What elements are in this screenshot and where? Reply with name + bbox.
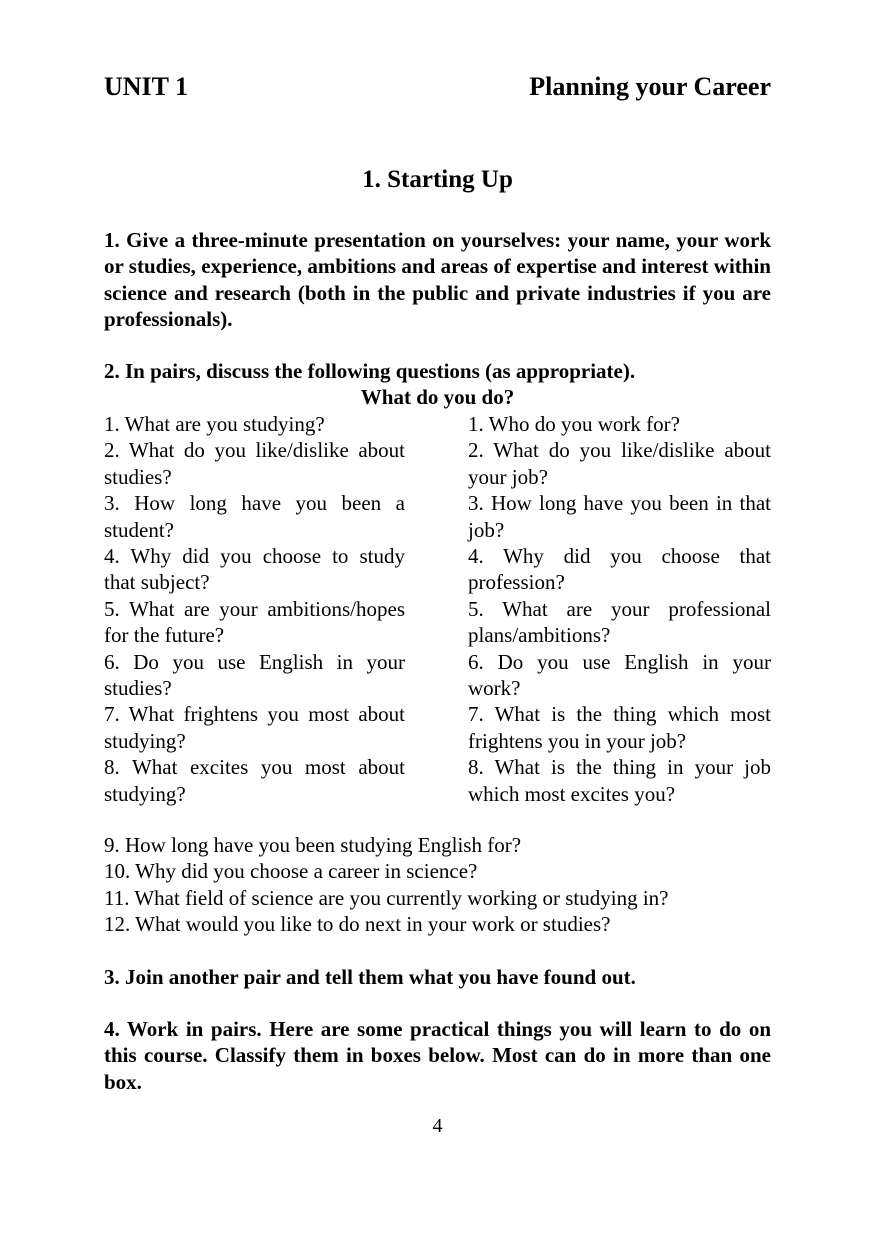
professional-question: 1. Who do you work for? [468,412,680,436]
professional-questions-column [468,411,771,807]
professional-question: 5. What are your professional plans/ambitions? [468,596,771,648]
student-question: 2. What do you like/dislike about studies? [104,438,405,489]
common-questions-list [104,832,771,938]
student-question: 7. What frightens you most about studying? [104,702,405,753]
student-questions-column [104,411,405,807]
task-3-instruction: 3. Join another pair and tell them what you have found out. [104,965,636,989]
professional-question: 7. What is the thing which most frightens you in your job? [468,702,771,753]
student-question: 6. Do you use English in your studies? [104,649,405,701]
common-question: 12. What would you like to do next in your work or studies? [104,912,611,937]
professional-question: 8. What is the thing in your job which most excites you? [468,755,771,806]
student-question: 1. What are you studying? [104,412,325,436]
common-question: 10. Why did you choose a career in science? [104,859,478,884]
document-page [104,0,771,1240]
unit-label: UNIT 1 [104,72,189,101]
professional-question: 6. Do you use English in your work? [468,649,771,701]
page-header [104,71,771,103]
task-1-instruction: 1. Give a three-minute presentation on yourselves: your name, your work or studies, experience, ambitions and areas of expertise and interest within science and research (both in the public and private industries if you are professionals). [104,228,771,332]
unit-title: Planning your Career [529,72,771,101]
professional-question: 2. What do you like/dislike about your job? [468,438,771,489]
student-question: 3. How long have you been a student? [104,491,405,542]
student-question: 5. What are your ambitions/hopes for the future? [104,596,405,648]
common-question: 11. What field of science are you currently working or studying in? [104,885,669,910]
student-question: 8. What excites you most about studying? [104,755,405,806]
task-2-instruction: 2. In pairs, discuss the following questions (as appropriate). [104,359,636,383]
student-question: 4. Why did you choose to study that subject? [104,544,405,595]
professional-question: 3. How long have you been in that job? [468,491,771,542]
common-question: 9. How long have you been studying English for? [104,833,522,857]
page-number: 4 [432,1115,443,1137]
task-4-instruction: 4. Work in pairs. Here are some practical things you will learn to do on this course. Classify them in boxes below. Most can do in more than one box. [104,1017,771,1094]
professional-question: 4. Why did you choose that profession? [468,544,771,595]
questions-heading: What do you do? [360,385,515,409]
section-title: 1. Starting Up [362,166,513,193]
